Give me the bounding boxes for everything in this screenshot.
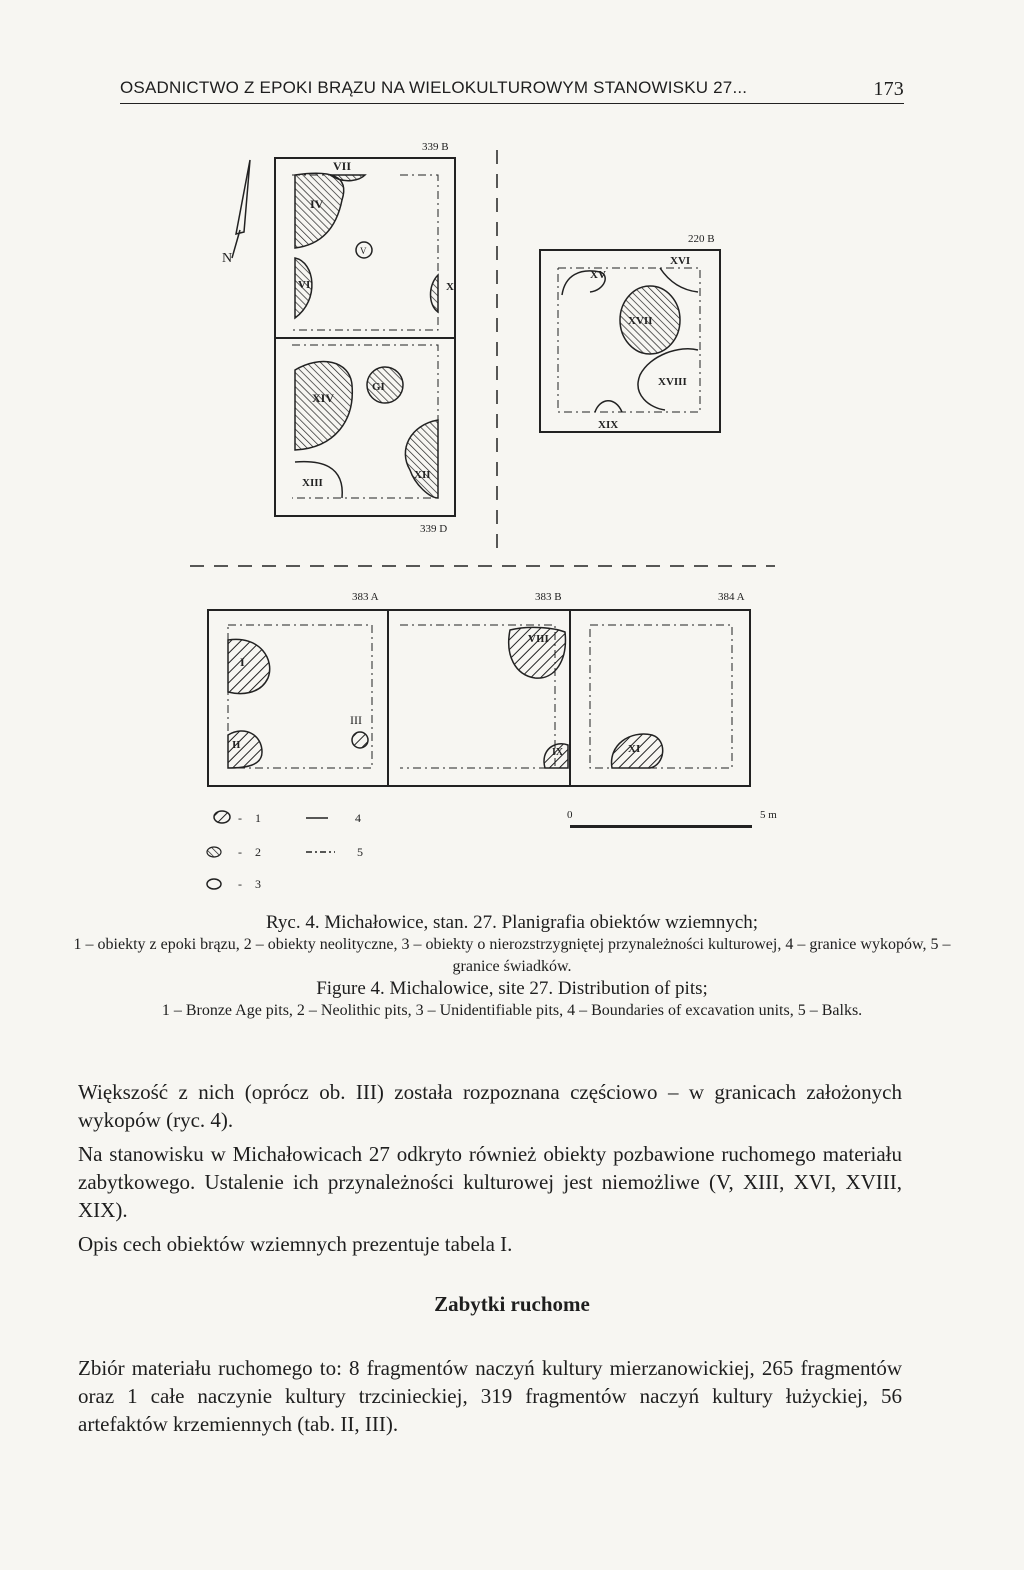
- svg-text:XVII: XVII: [628, 315, 653, 327]
- svg-text:IV: IV: [310, 197, 324, 211]
- svg-text:XIX: XIX: [598, 419, 619, 431]
- svg-text:4: 4: [355, 811, 361, 825]
- svg-text:-: -: [238, 877, 242, 891]
- svg-text:XV: XV: [590, 269, 606, 281]
- feature-I: [228, 639, 270, 693]
- label-339b: 339 B: [422, 141, 449, 153]
- label-339d: 339 D: [420, 523, 448, 535]
- feature-III: [352, 732, 368, 748]
- svg-text:XIV: XIV: [312, 391, 335, 405]
- caption-pl-title: Ryc. 4. Michałowice, stan. 27. Planigrafia obiektów wziemnych;: [265, 912, 759, 933]
- svg-text:XII: XII: [414, 469, 431, 481]
- svg-text:-: -: [238, 845, 242, 859]
- label-384a: 384 A: [718, 591, 745, 603]
- figure-caption: [60, 912, 964, 1022]
- feature-XIX: [595, 401, 622, 412]
- scale-bar: [567, 809, 777, 828]
- svg-text:5 m: 5 m: [760, 809, 777, 821]
- svg-text:I: I: [240, 655, 245, 669]
- svg-text:VIII: VIII: [528, 633, 549, 645]
- feature-XVI: [660, 268, 698, 292]
- caption-en-body: 1 – Bronze Age pits, 2 – Neolithic pits, 3 – Unidentifiable pits, 4 – Boundaries of excavation units, 5 – Balks.: [161, 1002, 863, 1019]
- svg-text:II: II: [232, 739, 241, 751]
- svg-text:GI: GI: [372, 381, 385, 393]
- north-arrow: [222, 160, 250, 266]
- svg-text:1: 1: [255, 811, 261, 825]
- svg-text:-: -: [238, 811, 242, 825]
- svg-text:III: III: [350, 713, 362, 727]
- svg-text:XIII: XIII: [302, 477, 323, 489]
- feature-XII: [405, 420, 438, 498]
- svg-text:IX: IX: [552, 747, 564, 758]
- svg-text:0: 0: [567, 809, 573, 821]
- body-paragraph-3: Opis cech obiektów wziemnych prezentuje tabela I.: [78, 1232, 513, 1256]
- section-heading: Zabytki ruchome: [434, 1292, 590, 1316]
- svg-text:VII: VII: [333, 159, 352, 173]
- caption-pl-body: 1 – obiekty z epoki brązu, 2 – obiekty neolityczne, 3 – obiekty o nierozstrzygniętej przynależności kulturowej, 4 – granice wykopów, 5 – granice świadków.: [73, 936, 951, 975]
- caption-en-title: Figure 4. Michalowice, site 27. Distribution of pits;: [316, 978, 708, 999]
- feature-X: [431, 275, 439, 312]
- svg-text:5: 5: [357, 845, 363, 859]
- body-paragraph-2: Na stanowisku w Michałowicach 27 odkryto również obiekty pozbawione ruchomego materiału zabytkowego. Ustalenie ich przynależności kulturowej jest niemożliwe (V, XIII, XVI, XVIII, XIX).: [78, 1142, 902, 1222]
- body-paragraph-1: Większość z nich (oprócz ob. III) została rozpoznana częściowo – w granicach założonych wykopów (ryc. 4).: [78, 1080, 902, 1132]
- svg-text:V: V: [360, 246, 367, 256]
- north-label: N: [222, 251, 233, 266]
- svg-text:XI: XI: [628, 743, 641, 755]
- legend: [207, 811, 363, 891]
- label-383a: 383 A: [352, 591, 379, 603]
- svg-text:XVIII: XVIII: [658, 376, 687, 388]
- svg-text:X: X: [446, 281, 454, 293]
- feature-XIV: [295, 362, 352, 450]
- label-383b: 383 B: [535, 591, 562, 603]
- label-220b: 220 B: [688, 233, 715, 245]
- running-title: OSADNICTWO Z EPOKI BRĄZU NA WIELOKULTUROWYM STANOWISKU 27...: [120, 78, 748, 97]
- page-number: 173: [873, 78, 904, 100]
- body-paragraph-4: Zbiór materiału ruchomego to: 8 fragmentów naczyń kultury mierzanowickiej, 265 fragmentów oraz 1 całe naczynie kultury trzcinieckiej, 319 fragmentów naczyń kultury łużyckiej, 56 artefaktów krzemiennych (tab. II, III).: [78, 1356, 902, 1436]
- svg-text:3: 3: [255, 877, 261, 891]
- svg-text:VI: VI: [298, 279, 311, 291]
- svg-text:XVI: XVI: [670, 255, 691, 267]
- svg-text:2: 2: [255, 845, 261, 859]
